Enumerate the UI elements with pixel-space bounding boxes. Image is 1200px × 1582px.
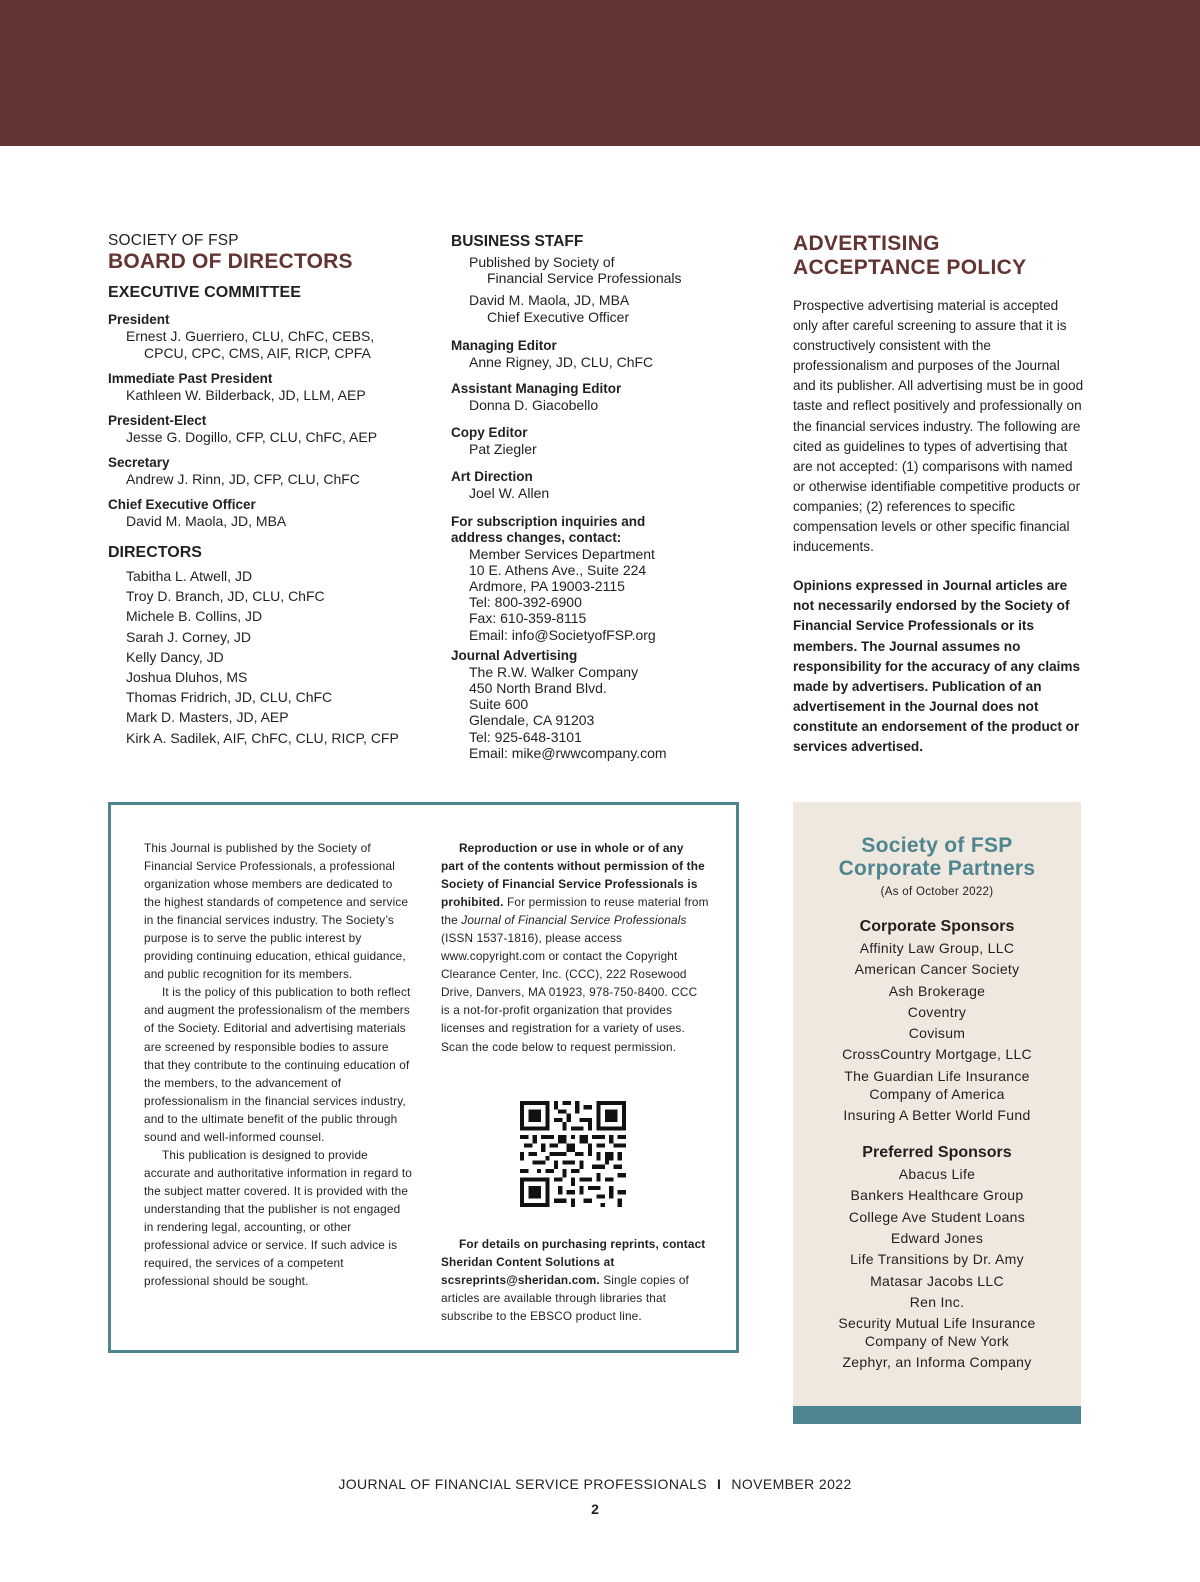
staff-line: Chief Executive Officer — [487, 308, 630, 325]
staff-line: Email: info@SocietyofFSP.org — [469, 626, 656, 643]
partners-title-line: Corporate Partners — [838, 857, 1036, 880]
sponsor-item: Ren Inc. — [909, 1293, 965, 1310]
role-title: President-Elect — [108, 413, 207, 428]
preferred-sponsors-title: Preferred Sponsors — [862, 1144, 1012, 1162]
notice-paragraph: It is the policy of this publication to both reflect and augment the professionalism of the members of the Society. Editorial and advertising materials are screened by responsible bodies to assure that they contribute to the continuing education of the members, to the advancement of professionalism in the financial services industry, and to the ultimate benefit of the public through sound and well-informed counsel. — [144, 985, 411, 1144]
reprints-bold-text: For details on purchasing reprints, contact Sheridan Content Solutions at scsreprints@sheridan.com. — [441, 1237, 706, 1288]
staff-title: BUSINESS STAFF — [451, 233, 584, 250]
page-number: 2 — [591, 1501, 599, 1517]
role-ceo — [108, 497, 428, 530]
staff-line: Ardmore, PA 19003-2115 — [469, 578, 625, 595]
director-item: Kirk A. Sadilek, AIF, ChFC, CLU, RICP, CFP — [126, 729, 399, 746]
role-holder: David M. Maola, JD, MBA — [126, 513, 287, 529]
managing-editor-block — [451, 338, 771, 370]
director-item: Troy D. Branch, JD, CLU, ChFC — [126, 588, 325, 605]
role-past-president — [108, 371, 428, 404]
staff-heading: address changes, contact: — [451, 529, 622, 545]
board-column — [108, 232, 428, 748]
director-item: Thomas Fridrich, JD, CLU, ChFC — [126, 689, 333, 706]
copy-editor-block — [451, 425, 771, 457]
advertising-title: ADVERTISING — [793, 232, 940, 255]
sponsor-item: American Cancer Society — [854, 961, 1020, 978]
sponsor-item: Ash Brokerage — [888, 982, 986, 999]
staff-line: Email: mike@rwwcompany.com — [469, 744, 667, 761]
staff-line: Joel W. Allen — [469, 485, 550, 502]
role-holder: Andrew J. Rinn, JD, CFP, CLU, ChFC — [126, 471, 360, 487]
corporate-sponsors-title: Corporate Sponsors — [859, 918, 1015, 935]
assistant-editor-block — [451, 381, 771, 413]
notice-left-column — [144, 839, 412, 1290]
journal-name-italic: Journal of Financial Service Professionals — [461, 913, 687, 928]
sponsor-item: Edward Jones — [890, 1229, 984, 1246]
role-secretary — [108, 455, 428, 488]
disclaimer-text: Opinions expressed in Journal articles are not necessarily endorsed by the Society of Financial Service Professionals or its members. The Journal assumes no responsibility for the accuracy of any claims made by advertisers. Publication of an advertisement in the Journal does not constitute an endorsement of the product or services advertised. — [793, 578, 1081, 754]
corporate-sponsors-list — [793, 939, 1081, 1124]
staff-heading: Managing Editor — [451, 337, 557, 353]
staff-line: 450 North Brand Blvd. — [469, 680, 607, 697]
publisher-block — [451, 254, 771, 286]
staff-line: Suite 600 — [469, 696, 529, 713]
corporate-partners-box — [793, 802, 1081, 1424]
page-footer — [0, 1475, 1190, 1493]
director-item: Joshua Dluhos, MS — [126, 669, 248, 686]
director-item: Mark D. Masters, JD, AEP — [126, 709, 289, 726]
subscription-block — [451, 514, 771, 643]
role-title: Secretary — [108, 455, 170, 470]
sponsor-item: Matasar Jacobs LLC — [870, 1272, 1004, 1289]
footer-separator: I — [717, 1476, 722, 1492]
role-holder-line: Ernest J. Guerriero, CLU, ChFC, CEBS, — [126, 328, 375, 344]
sponsor-item: Insuring A Better World Fund — [843, 1107, 1031, 1124]
director-item: Tabitha L. Atwell, JD — [126, 568, 253, 584]
advertising-column — [793, 232, 1085, 757]
director-item: Michele B. Collins, JD — [126, 608, 263, 625]
staff-heading: Copy Editor — [451, 425, 528, 441]
staff-line: David M. Maola, JD, MBA — [469, 292, 630, 309]
director-item: Kelly Dancy, JD — [126, 648, 224, 665]
sponsor-item: Covisum — [908, 1025, 966, 1042]
director-item: Sarah J. Corney, JD — [126, 628, 252, 645]
qr-code-icon[interactable] — [520, 1101, 626, 1207]
role-president — [108, 312, 428, 362]
staff-line: 10 E. Athens Ave., Suite 224 — [469, 561, 647, 578]
sponsor-item: College Ave Student Loans — [848, 1208, 1026, 1225]
footer-journal: JOURNAL OF FINANCIAL SERVICE PROFESSIONALS — [338, 1476, 708, 1492]
footer-date: NOVEMBER 2022 — [731, 1476, 852, 1492]
publication-notice-box — [108, 802, 739, 1353]
reproduction-bold-text: Reproduction or use in whole or of any part of the contents without permission of the Society of Financial Service Professionals is prohibited. — [441, 841, 705, 910]
advertising-title: ACCEPTANCE POLICY — [793, 256, 1027, 279]
staff-column — [451, 232, 771, 761]
reprints-text: Single copies of articles are available through libraries that subscribe to the EBSCO product line. — [441, 1273, 689, 1324]
role-holder-line: CPCU, CPC, CMS, AIF, RICP, CPFA — [144, 345, 371, 361]
notice-right-column — [441, 839, 709, 1056]
staff-line: The R.W. Walker Company — [469, 663, 639, 680]
role-title: Immediate Past President — [108, 371, 273, 386]
staff-heading: For subscription inquiries and — [451, 513, 646, 529]
reproduction-paragraph — [441, 839, 709, 1056]
role-holder: Jesse G. Dogillo, CFP, CLU, ChFC, AEP — [126, 429, 378, 445]
sponsor-item: Abacus Life — [898, 1166, 976, 1183]
executive-committee-title: EXECUTIVE COMMITTEE — [108, 284, 302, 301]
notice-paragraph: This publication is designed to provide accurate and authoritative information in regard to the subject matter covered. It is provided with the understanding that the publisher is not engaged in rendering legal, accounting, or other professional advice or service. If such advice is required, the services of a competent professional should be sought. — [144, 1147, 412, 1289]
art-direction-block — [451, 469, 771, 501]
staff-heading: Journal Advertising — [451, 647, 578, 663]
sponsor-item: Bankers Healthcare Group — [850, 1187, 1024, 1204]
staff-line: Published by Society of — [469, 254, 615, 270]
role-president-elect — [108, 413, 428, 446]
staff-line: Member Services Department — [469, 545, 655, 562]
header-band — [0, 0, 1200, 146]
sponsor-item: Affinity Law Group, LLC — [859, 940, 1015, 956]
sponsor-item: CrossCountry Mortgage, LLC — [842, 1046, 1032, 1063]
directors-title: DIRECTORS — [108, 544, 202, 561]
notice-paragraph: This Journal is published by the Society of Financial Service Professionals, a professional organization whose members are dedicated to the highest standards of competence and service in the financial services industry. The Society’s purpose is to serve the public interest by providing continuing education, ethical guidance, and public recognition for its members. — [144, 841, 409, 982]
staff-line: Donna D. Giacobello — [469, 397, 599, 414]
reproduction-text: (ISSN 1537-1816), please access www.copyright.com or contact the Copyright Clearance Center, Inc. (CCC), 222 Rosewood Drive, Danvers, MA 01923, 978-750-8400. CCC is a not-for-profit organization that provides licenses and registration for a variety of uses. Scan the code below to request permission. — [441, 931, 698, 1054]
sponsor-item: Life Transitions by Dr. Amy — [850, 1251, 1024, 1268]
staff-line: Fax: 610-359-8115 — [469, 610, 587, 627]
staff-line: Anne Rigney, JD, CLU, ChFC — [469, 353, 654, 370]
role-holder: Kathleen W. Bilderback, JD, LLM, AEP — [126, 387, 366, 403]
advertising-contact-block — [451, 648, 771, 761]
role-title: President — [108, 312, 170, 327]
partners-as-of: (As of October 2022) — [880, 886, 994, 898]
reproduction-text: For permission to reuse material from the — [441, 895, 709, 928]
sponsor-item: The Guardian Life Insurance Company of America — [844, 1067, 1030, 1102]
preferred-sponsors-list — [793, 1165, 1081, 1371]
advertising-policy-text: Prospective advertising material is accepted only after careful screening to assure that it is constructively consistent with the professionalism and purposes of the Journal and its publisher. All advertising must be in good taste and reflect positively and professionally on the financial services industry. The following are cited as guidelines to types of advertising that are not accepted: (1) comparisons with named or otherwise identifiable competitive products or companies; (2) references to specific compensation levels or other specific financial inducements. — [793, 298, 1084, 555]
staff-line: Tel: 925-648-3101 — [469, 728, 582, 745]
partners-accent-bar — [793, 1406, 1081, 1424]
sponsor-item: Coventry — [907, 1003, 967, 1020]
board-kicker: SOCIETY OF FSP — [108, 232, 239, 249]
staff-line: Tel: 800-392-6900 — [469, 594, 582, 611]
reprints-paragraph — [441, 1235, 709, 1325]
staff-line: Financial Service Professionals — [487, 270, 682, 287]
role-holder — [108, 328, 428, 362]
partners-title — [793, 834, 1081, 880]
staff-line: Glendale, CA 91203 — [469, 712, 595, 729]
role-title: Chief Executive Officer — [108, 497, 256, 512]
staff-heading: Assistant Managing Editor — [451, 381, 622, 397]
ceo-block — [451, 292, 771, 324]
sponsor-item: Security Mutual Life Insurance Company of New York — [838, 1315, 1036, 1350]
sponsor-item: Zephyr, an Informa Company — [842, 1354, 1032, 1371]
staff-line: Pat Ziegler — [469, 441, 537, 458]
staff-heading: Art Direction — [451, 469, 533, 485]
board-title: BOARD OF DIRECTORS — [108, 250, 353, 273]
partners-title-line: Society of FSP — [861, 834, 1013, 857]
